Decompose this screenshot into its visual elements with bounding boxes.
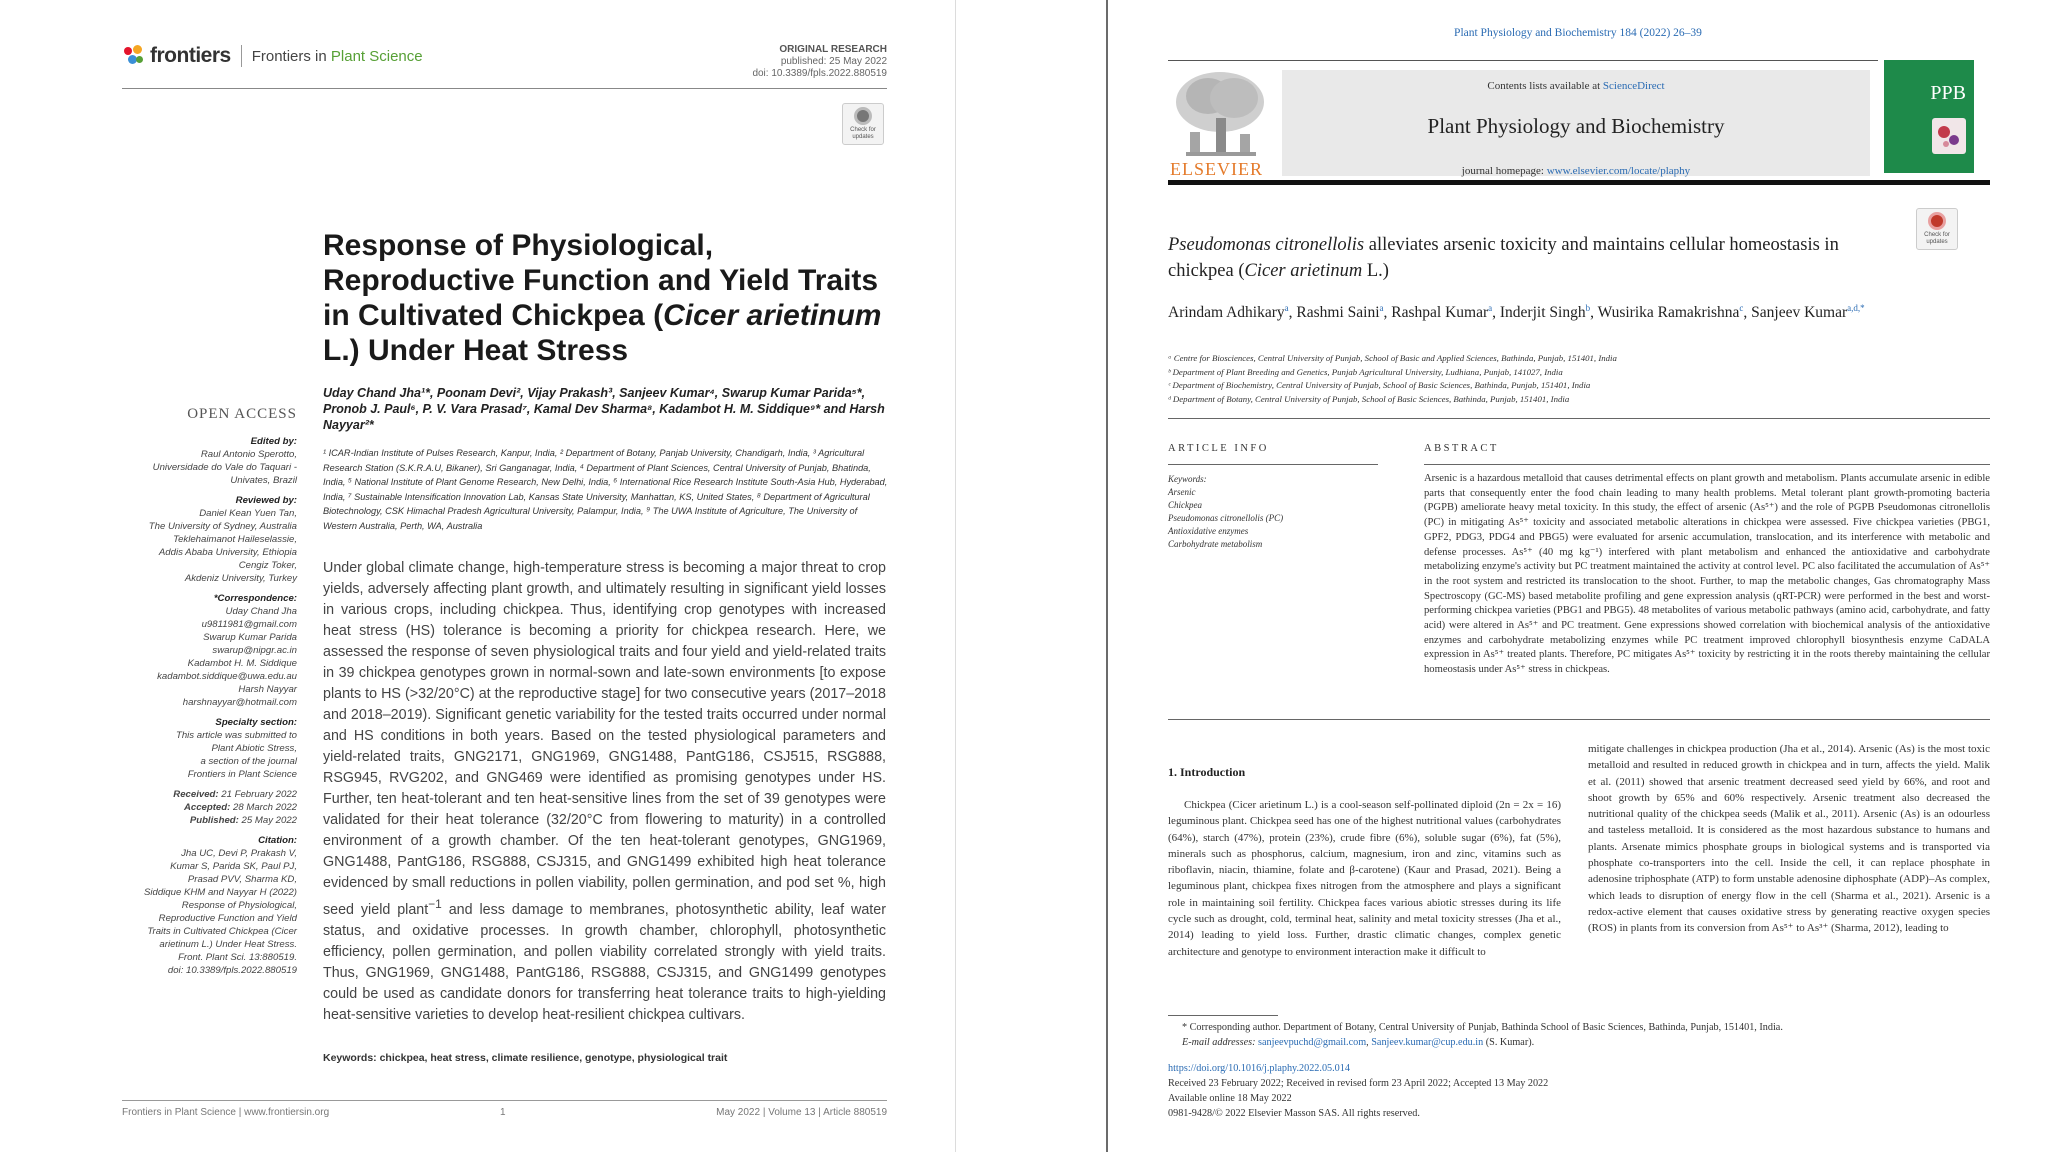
journal-section: Plant Science [330,47,423,65]
sidebar-line: Response of Physiological, [181,900,297,911]
journal-header [122,44,887,86]
contents-line: Contents lists available at ScienceDirect [1487,80,1665,92]
publication-history [1168,1061,1990,1121]
sidebar-line: Cengiz Toker, [238,560,297,571]
citation-label: Citation: [258,835,297,846]
section-rule [1168,418,1990,419]
sidebar-line: Front. Plant Sci. 13:880519. [178,952,297,963]
author-affiliation-marker[interactable]: a [1488,303,1493,313]
journal-title-box [1282,70,1870,176]
sidebar-line: Jha UC, Devi P, Prakash V, [181,848,297,859]
author-affiliation-marker[interactable]: a [1284,303,1289,313]
keyword-item: Pseudomonas citronellolis (PC) [1168,513,1284,523]
author-affiliation-marker[interactable]: b [1585,303,1591,313]
elsevier-wordmark: ELSEVIER [1170,159,1263,179]
sidebar-line: Universidade do Vale do Taquari - [152,462,297,473]
page-gutter-line [955,0,956,1152]
footer-journal-link[interactable]: Frontiers in Plant Science | www.frontiersin.org [122,1107,330,1118]
elsevier-tree-icon [1168,68,1278,160]
affiliation-line: ᵃ Centre for Biosciences, Central University of Punjab, School of Basic and Applied Sciences, Bathinda, Punjab, 151401, India [1168,353,1617,363]
page-number: 1 [500,1107,506,1118]
abstract-rule [1424,464,1990,465]
cover-image-icon [1932,118,1966,154]
abstract-heading: ABSTRACT [1424,443,1499,454]
sidebar-line: Kumar S, Parida SK, Paul PJ, [170,861,297,872]
sidebar-line: arietinum L.) Under Heat Stress. [159,939,297,950]
frontiers-article-page [0,0,955,1152]
author-name[interactable]: Rashmi Saini [1296,304,1380,322]
published-date: published: 25 May 2022 [780,56,887,67]
footer-rule [122,1100,887,1101]
sidebar-line: Teklehaimanot Haileselassie, [173,534,297,545]
banner-bottom-rule [1168,180,1990,185]
article-title: Response of Physiological, Reproductive Function and Yield Traits in Cultivated Chickpea (Cicer arietinum L.) Under Heat Stress [323,229,882,367]
keyword-items [1168,486,1378,551]
email-addresses: E-mail addresses: sanjeevpuchd@gmail.com, Sanjeev.kumar@cup.edu.in (S. Kumar). [1182,1037,1535,1048]
keyword-item: Antioxidative enzymes [1168,526,1249,536]
author-affiliation-marker[interactable]: a,d,* [1847,303,1865,313]
footnote [1168,1020,1990,1050]
author-name[interactable]: Arindam Adhikary [1168,304,1285,322]
specialty-section-info [122,729,297,781]
author-list: Uday Chand Jha¹*, Poonam Devi², Vijay Prakash³, Sanjeev Kumar⁴, Swarup Kumar Parida⁵*, Pronob J. Paul⁶, P. V. Vara Prasad⁷, Kamal Dev Sharma⁸, Kadambot H. M. Siddique⁹* and Harsh Nayyar²* [323,386,885,432]
elsevier-logo[interactable] [1168,68,1278,180]
check-for-updates-button[interactable] [842,103,884,145]
sidebar-line: Univates, Brazil [230,475,297,486]
sidebar-line: a section of the journal [200,756,297,767]
keywords-list [1168,473,1378,551]
elsevier-article-page [1108,0,2048,1152]
header-rule [122,88,887,89]
introduction-heading: 1. Introduction [1168,765,1246,779]
published-date-sidebar: Published: 25 May 2022 [189,815,297,826]
check-updates-label: Check for updates [850,127,876,140]
journal-banner [1168,60,1990,182]
check-updates-icon [854,107,872,125]
specialty-section-label: Specialty section: [215,717,297,728]
sidebar-line: Kadambot H. M. Siddique [187,658,297,669]
affiliation-line: ᵈ Department of Botany, Central University of Punjab, School of Basic Sciences, Bathinda, Punjab, 151401, India [1168,393,1570,404]
correspondence-info [122,605,297,709]
keywords: Keywords: chickpea, heat stress, climate resilience, genotype, physiological trait [323,1052,728,1064]
article-info-rule [1168,464,1378,465]
homepage-link[interactable]: www.elsevier.com/locate/plaphy [1546,165,1691,177]
sciencedirect-link[interactable]: ScienceDirect [1602,80,1665,92]
sidebar-line: Traits in Cultivated Chickpea (Cicer [147,926,297,937]
email-link-2[interactable]: Sanjeev.kumar@cup.edu.in [1371,1037,1484,1048]
sidebar-line: Uday Chand Jha [225,606,297,617]
sidebar-line[interactable]: swarup@nipgr.ac.in [212,645,297,656]
keywords-label: Keywords: [1168,474,1207,484]
reviewed-by-label: Reviewed by: [235,495,297,506]
article-sidebar [122,408,297,977]
check-updates-label: Check for updates [1924,232,1950,245]
received-history: Received 23 February 2022; Received in revised form 23 April 2022; Accepted 13 May 2022 [1168,1078,1549,1089]
sidebar-line: doi: 10.3389/fpls.2022.880519 [167,965,297,976]
correspondence-label: *Correspondence: [213,593,297,604]
sidebar-line: Addis Ababa University, Ethiopia [158,547,297,558]
sidebar-line: The University of Sydney, Australia [148,521,297,532]
author-affiliation-marker[interactable]: c [1739,303,1744,313]
citation-info [122,847,297,977]
sidebar-line: Prasad PVV, Sharma KD, [187,874,297,885]
introduction-column-2: mitigate challenges in chickpea production (Jha et al., 2014). Arsenic (As) is the most toxic metalloid and resulted in reduced growth in chickpea and in turn, affects the yield. Malik et al. (2011) showed that arsenic treatment decreased seed yield by 66%, and root and shoot growth by 65% and 60% respectively. Arsenic treatment also decreased the nutritional quality of the chickpea seeds (Malik et al., 2011). Arsenic (As) is an odourless and tasteless metalloid. It is considered as the most hazardous substance to humans and plants. Arsenate mimics phosphate groups in biological systems and is transported via phosphate co-transporters into the cell. Inside the cell, it can replace phosphate in adenosine triphosphate (ATP) to form unstable adenosine diphosphate (ADP)–As complex, which leads to disruption of energy flow in the cell (Sharma et al., 2021). Arsenic is a redox-active element that causes oxidative stress by generating reactive oxygen species (ROS) in plants from its conversion from As⁵⁺ to As³⁺ (Sharma, 2012), leading to [1588,743,1990,935]
footer-volume-info: May 2022 | Volume 13 | Article 880519 [716,1107,887,1118]
sidebar-line: Plant Abiotic Stress, [211,743,297,754]
affiliations: ¹ ICAR-Indian Institute of Pulses Research, Kanpur, India, ² Department of Botany, Panjab University, Chandigarh, India, ³ Agricultural Research Station (S.K.R.A.U, Bikaner), Sri Ganganagar, India, ⁴ Department of Plant Sciences, Central University of Punjab, Bhatinda, India, ⁵ National Institute of Plant Genome Research, New Delhi, India, ⁶ International Rice Research Institute South-Asia Hub, Hyderabad, India, ⁷ Sustainable Intensification Innovation Lab, Kansas State University, Manhattan, KS, United States, ⁸ Department of Agricultural Biotechnology, CSK Himachal Pradesh Agricultural University, Palampur, India, ⁹ The UWA Institute of Agriculture, The University of Western Australia, Perth, WA, Australia [323,448,888,531]
journal-cover[interactable] [1884,60,1974,173]
abstract: Arsenic is a hazardous metalloid that causes detrimental effects on plant growth and metabolism. Plants accumulate arsenic in edible parts that consequently enter the food chain leading to many health problems. Metal tolerant plant growth-promoting bacteria (PGPB) ameliorate heavy metal toxicity. In this study, the effect of arsenic (As⁵⁺) and the role of PGPB Pseudomonas citronellolis (PC) in mitigating As⁵⁺ toxicity and associated metabolic alterations in chickpea were assessed. Five chickpea varieties (PBG1, GPF2, PDG3, PDG4 and PBG5) were evaluated for arsenic accumulation, translocation, and its interference with metabolic and defense processes. As⁵⁺ (40 mg kg⁻¹) interfered with plant metabolism and enhanced the antioxidative and carbohydrate metabolizing enzyme's activity but PC treatment maintained the activity at control level. PC also facilitated the accumulation of As⁵⁺ in the root system and restricted its translocation to the shoot. Further, to map the metabolic changes, Gas chromatography Mass Spectroscopy (GC-MS) based metabolite profiling and gene expression analysis (qRT-PCR) were performed in the best and worst-performing chickpea varieties (PBG1 and PBG5). 48 metabolites of various metabolic pathways (amino acid, carbohydrate, and fatty acid) were altered in As⁵⁺ and PC treatment. Gene expressions showed correlation with biochemical analysis of the antioxidative enzymes and carbohydrate metabolizing enzymes while PC treatment improved chlorophyll biosynthesis enzyme CaDALA expression in As⁵⁺ treated plants. Therefore, PC mitigates As⁵⁺ toxicity by restricting it in the roots thereby maintaining the cellular homeostasis under As⁵⁺ stress in chickpeas. [1424,473,1990,676]
cover-label: PPB [1930,82,1966,104]
article-title: Pseudomonas citronellolis alleviates arsenic toxicity and maintains cellular homeostasis in chickpea (Cicer arietinum L.) [1168,235,1839,281]
copyright: 0981-9428/© 2022 Elsevier Masson SAS. All rights reserved. [1168,1108,1420,1119]
affiliations [1168,352,1968,406]
affiliation-line: ᶜ Department of Biochemistry, Central University of Punjab, School of Basic Sciences, Bathinda, Punjab, 151401, India [1168,380,1591,390]
edited-by-label: Edited by: [250,436,297,447]
open-access-label: OPEN ACCESS [187,406,297,422]
introduction-column-1: Chickpea (Cicer arietinum L.) is a cool-season self-pollinated diploid (2n = 2x = 16) leguminous plant. Chickpea seed has one of the highest nutritional values (carbohydrates (64%), starch (47%), protein (23%), crude fibre (6%), soluble sugar (6%), fat (5%), minerals such as phosphorus, calcium, magnesium, iron and zinc, vitamins such as riboflavin, niacin, thiamine, folate and β-carotene) (Kaur and Prasad, 2021). Being a leguminous plant, chickpea fixes nitrogen from the atmosphere and plays a significant role in maintaining soil fertility. Chickpea faces various abiotic stresses during its life cycle such as drought, cold, terminal heat, salinity and metal toxicity stresses (Jha et al., 2014) leading to yield loss. Further, drastic climatic changes, complex genetic architecture and genotype to environment interaction make it difficult to [1168,799,1561,958]
frontiers-logo[interactable] [122,44,423,68]
sidebar-line: Daniel Kean Yuen Tan, [199,508,297,519]
email-link-1[interactable]: sanjeevpuchd@gmail.com [1258,1037,1367,1048]
sidebar-line: Siddique KHM and Nayyar H (2022) [143,887,297,898]
sidebar-line: Reproductive Function and Yield [158,913,297,924]
sidebar-line[interactable]: u9811981@gmail.com [201,619,297,630]
article-type: ORIGINAL RESEARCH [779,44,887,55]
article-meta [752,44,887,80]
sidebar-line: Raul Antonio Sperotto, [200,449,297,460]
header-divider [241,45,242,67]
sidebar-line[interactable]: kadambot.siddique@uwa.edu.au [157,671,297,682]
corresponding-author-note: * Corresponding author. Department of Botany, Central University of Punjab, Bathinda School of Basic Sciences, Bathinda, Punjab, 151401, India. [1182,1022,1783,1033]
received-date: Received: 21 February 2022 [173,789,297,800]
journal-citation[interactable]: Plant Physiology and Biochemistry 184 (2022) 26–39 [1454,27,1702,39]
article-info-heading: ARTICLE INFO [1168,443,1269,454]
frontiers-logo-icon [122,45,144,67]
check-updates-icon [1928,212,1946,230]
reviewer-info [122,507,297,585]
sidebar-line: Frontiers in Plant Science [187,769,297,780]
author-name[interactable]: Wusirika Ramakrishna [1597,304,1740,322]
sidebar-line: Swarup Kumar Parida [203,632,297,643]
sidebar-line: Harsh Nayyar [238,684,297,695]
doi-link[interactable]: https://doi.org/10.1016/j.plaphy.2022.05.014 [1168,1063,1350,1074]
journal-name: Plant Physiology and Biochemistry [1427,114,1725,138]
frontiers-brand-text: frontiers [150,44,231,67]
available-online: Available online 18 May 2022 [1168,1093,1292,1104]
sidebar-line: This article was submitted to [175,730,297,741]
author-name[interactable]: Sanjeev Kumar [1751,304,1848,322]
journal-name [252,48,423,65]
affiliation-line: ᵇ Department of Plant Breeding and Genetics, Punjab Agricultural University, Ludhiana, Punjab, 141027, India [1168,366,1563,377]
keyword-item: Chickpea [1168,500,1202,510]
check-for-updates-button[interactable] [1916,208,1958,250]
author-name[interactable]: Rashpal Kumar [1391,304,1489,322]
sidebar-line: Akdeniz University, Turkey [184,573,297,584]
article-doi[interactable]: doi: 10.3389/fpls.2022.880519 [752,68,887,79]
journal-homepage: journal homepage: www.elsevier.com/locate/plaphy [1461,165,1691,177]
keyword-item: Arsenic [1168,487,1196,497]
abstract-bottom-rule [1168,719,1990,720]
accepted-date: Accepted: 28 March 2022 [183,802,297,813]
journal-prefix: Frontiers in [251,47,327,65]
editor-info [122,448,297,487]
sidebar-line[interactable]: harshnayyar@hotmail.com [182,697,297,708]
abstract: Under global climate change, high-temperature stress is becoming a major threat to crop yields, adversely affecting plant growth, and ultimately resulting in significant yield losses in various crops, including chickpea. Thus, identifying crop genotypes with increased heat stress (HS) tolerance is becoming a priority for chickpea research. Here, we assessed the response of seven physiological traits and four yield and yield-related traits in 39 chickpea genotypes grown in normal-sown and late-sown environments [to expose plants to HS (>32/20°C) at the reproductive stage] for two consecutive years (2017–2018 and 2018–2019). Significant genetic variability for the tested traits occurred under normal and HS conditions in both years. Based on the tested physiological parameters and yield-related traits, GNG2171, GNG1969, GNG1488, PantG186, CSJ515, RSG888, RSG945, RVG202, and GNG469 were identified as promising genotypes under HS. Further, ten heat-tolerant and ten heat-sensitive lines from the set of 39 genotypes were validated for their heat tolerance (32/20°C from flowering to maturity) in a controlled environment of a growth chamber. Of the ten heat-tolerant genotypes, GNG1969, GNG1488, PantG186, RSG888, CSJ315, and GNG1499 exhibited high heat tolerance evidenced by small reductions in pollen viability, pollen germination, and pod set %, high seed yield plant$^{-1}$ and less damage to membranes, photosynthetic ability, leaf water status, and oxidative processes. In growth chamber, chlorophyll, photosynthetic efficiency, pollen germination, and pollen viability correlated strongly with yield traits. Thus, GNG1969, GNG1488, PantG186, RSG888, CSJ315, and GNG1499 genotypes could be used as candidate donors for transferring heat tolerance traits to high-yielding heat-sensitive varieties to develop heat-resilient chickpea cultivars. [323,560,886,1023]
author-affiliation-marker[interactable]: a [1379,303,1384,313]
footnote-rule [1168,1015,1278,1016]
author-list: Arindam Adhikary$^a$, Rashmi Saini$^a$, Rashpal Kumar$^a$, Inderjit Singh$^b$, Wusirika Ramakrishna$^c$, Sanjeev Kumar$^{a,d,*}$ [1168,303,1865,322]
author-name[interactable]: Inderjit Singh [1499,304,1586,322]
keyword-item: Carbohydrate metabolism [1168,539,1263,549]
